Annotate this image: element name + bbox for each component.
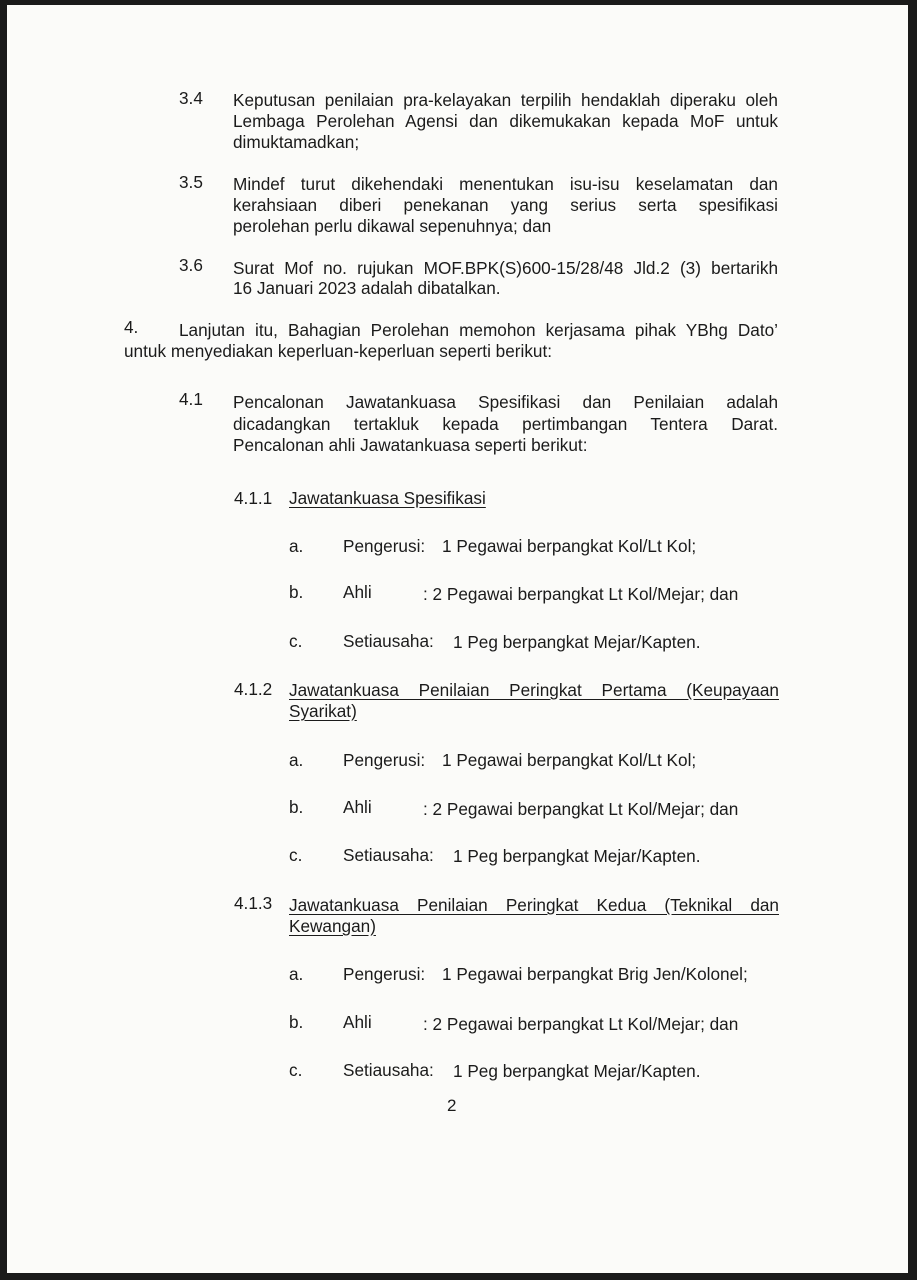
item-text-line: dicadangkan tertakluk kepada pertimbangan Tentera Darat. xyxy=(233,414,778,434)
item-text-line: Lembaga Perolehan Agensi dan dikemukakan kepada MoF untuk xyxy=(233,111,778,131)
paragraph-text-line: untuk menyediakan keperluan-keperluan seperti berikut: xyxy=(124,341,553,361)
member-letter: c. xyxy=(289,631,303,651)
item-number: 3.6 xyxy=(179,255,203,275)
committee-title-line: Kewangan) xyxy=(289,916,376,936)
member-role: Pengerusi: xyxy=(343,750,426,770)
member-letter: a. xyxy=(289,750,304,770)
member-description: : 2 Pegawai berpangkat Lt Kol/Mejar; dan xyxy=(423,584,739,604)
member-description: 1 Peg berpangkat Mejar/Kapten. xyxy=(453,632,701,652)
item-text-line: Keputusan penilaian pra-kelayakan terpilih hendaklah diperaku oleh xyxy=(233,90,778,110)
item-number: 3.4 xyxy=(179,88,203,108)
paragraph-number: 4. xyxy=(124,317,139,337)
item-text-line: perolehan perlu dikawal sepenuhnya; dan xyxy=(233,216,552,236)
paragraph-text-line: Lanjutan itu, Bahagian Perolehan memohon kerjasama pihak YBhg Dato’ xyxy=(179,320,778,340)
member-letter: b. xyxy=(289,797,304,817)
member-description: 1 Pegawai berpangkat Kol/Lt Kol; xyxy=(442,536,697,556)
committee-number: 4.1.2 xyxy=(234,679,273,699)
page-number: 2 xyxy=(447,1096,457,1115)
member-description: : 2 Pegawai berpangkat Lt Kol/Mejar; dan xyxy=(423,1014,739,1034)
committee-title: Jawatankuasa Spesifikasi xyxy=(289,488,486,508)
item-text-line: kerahsiaan diberi penekanan yang serius serta spesifikasi xyxy=(233,195,778,215)
member-description: 1 Pegawai berpangkat Brig Jen/Kolonel; xyxy=(442,964,748,984)
committee-title-line: Jawatankuasa Penilaian Peringkat Kedua (Teknikal dan xyxy=(289,895,779,915)
item-text-line: dimuktamadkan; xyxy=(233,132,360,152)
member-letter: a. xyxy=(289,536,304,556)
committee-number: 4.1.1 xyxy=(234,488,273,508)
member-role: Setiausaha: xyxy=(343,1060,434,1080)
member-role: Pengerusi: xyxy=(343,964,426,984)
member-letter: b. xyxy=(289,582,304,602)
committee-number: 4.1.3 xyxy=(234,893,273,913)
document-page xyxy=(7,5,908,1273)
member-role: Ahli xyxy=(343,582,372,602)
item-text-line: Pencalonan Jawatankuasa Spesifikasi dan Penilaian adalah xyxy=(233,392,778,412)
member-letter: c. xyxy=(289,845,303,865)
item-text-line: Surat Mof no. rujukan MOF.BPK(S)600-15/28/48 Jld.2 (3) bertarikh xyxy=(233,258,778,278)
member-description: : 2 Pegawai berpangkat Lt Kol/Mejar; dan xyxy=(423,799,739,819)
member-description: 1 Peg berpangkat Mejar/Kapten. xyxy=(453,846,701,866)
committee-title-line: Jawatankuasa Penilaian Peringkat Pertama (Keupayaan xyxy=(289,680,779,700)
item-text-line: Mindef turut dikehendaki menentukan isu-isu keselamatan dan xyxy=(233,174,778,194)
item-text-line: 16 Januari 2023 adalah dibatalkan. xyxy=(233,278,501,298)
member-description: 1 Pegawai berpangkat Kol/Lt Kol; xyxy=(442,750,697,770)
member-letter: b. xyxy=(289,1012,304,1032)
member-letter: a. xyxy=(289,964,304,984)
member-role: Setiausaha: xyxy=(343,845,434,865)
member-role: Ahli xyxy=(343,797,372,817)
item-text-line: Pencalonan ahli Jawatankuasa seperti berikut: xyxy=(233,435,588,455)
item-number: 4.1 xyxy=(179,389,203,409)
member-letter: c. xyxy=(289,1060,303,1080)
member-description: 1 Peg berpangkat Mejar/Kapten. xyxy=(453,1061,701,1081)
member-role: Pengerusi: xyxy=(343,536,426,556)
committee-title-line: Syarikat) xyxy=(289,701,357,721)
member-role: Setiausaha: xyxy=(343,631,434,651)
item-number: 3.5 xyxy=(179,172,203,192)
member-role: Ahli xyxy=(343,1012,372,1032)
